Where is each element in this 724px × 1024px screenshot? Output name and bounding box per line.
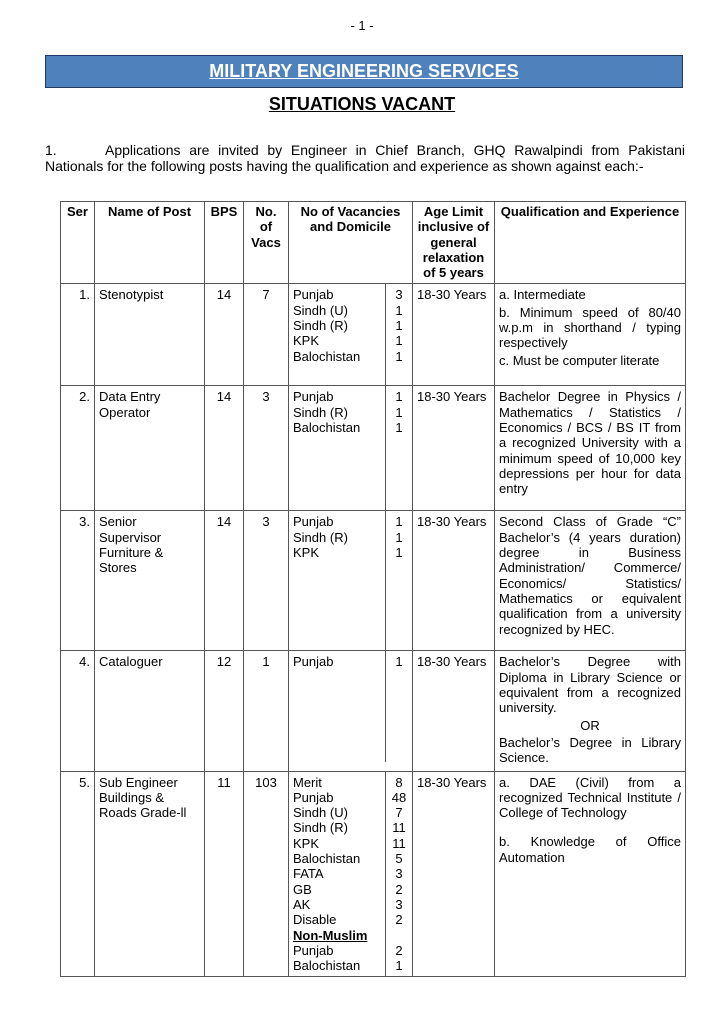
domicile-count: 3 [395,866,403,882]
non-muslim-heading: Non-Muslim [293,927,368,943]
row-age: 18-30 Years [413,651,495,771]
domicile-name: Merit [293,774,322,790]
domicile-name: Balochistan [293,420,361,436]
domicile-name: Punjab [293,942,334,958]
domicile-count: 3 [395,287,403,303]
domicile-name: Punjab [293,389,334,405]
row-bps: 14 [205,386,244,511]
domicile-name: Sindh (U) [293,302,348,318]
domicile-name: KPK [293,835,320,851]
row-vacs: 103 [244,771,289,977]
qual-or: OR [580,717,600,733]
page-subtitle: SITUATIONS VACANT [268,94,456,114]
intro-number: 1. [45,142,57,158]
domicile-count: 5 [395,851,403,867]
domicile-name: Disable [293,912,337,928]
qual-line: Bachelor’s Degree in Library Science. [499,734,681,766]
row-post-name: Data Entry Operator [95,386,205,511]
table-header-row [61,202,686,284]
qual-line: Bachelor’s Degree with Diploma in Library Science or equivalent from a recognized university. [499,654,681,716]
row-domicile [289,284,413,386]
row-qualification [495,511,686,651]
qual-line: a. DAE (Civil) from a recognized Technical Institute / College of Technology [499,774,681,821]
domicile-name: Balochistan [293,348,361,364]
domicile-name: Sindh (R) [293,529,348,545]
row-bps: 14 [205,511,244,651]
row-bps: 11 [205,771,244,977]
intro-text: Applications are invited by Engineer in Chief Branch, GHQ Rawalpindi from Pakistani Nationals for the following posts having the qualification and experience as shown against each:- [45,142,685,174]
domicile-count: 2 [395,881,403,897]
row-domicile [289,771,413,977]
domicile-count: 1 [395,404,403,420]
domicile-name: Balochistan [293,851,361,867]
row-ser: 2. [61,386,95,511]
domicile-count: 1 [395,389,403,405]
header-bps: BPS [205,202,244,284]
domicile-count: 11 [392,835,406,851]
domicile-count: 1 [395,333,403,349]
domicile-name: Sindh (R) [293,318,348,334]
header-domicile: No of Vacancies and Domicile [289,202,413,284]
header-age: Age Limit inclusive of general relaxation of 5 years [413,202,495,284]
row-age: 18-30 Years [413,511,495,651]
domicile-count: 1 [395,514,403,530]
domicile-name: Balochistan [293,958,361,974]
table-row [61,386,686,511]
domicile-count: 8 [395,774,403,790]
row-domicile [289,651,413,771]
qual-line: c. Must be computer literate [499,352,660,368]
row-age: 18-30 Years [413,284,495,386]
row-ser: 3. [61,511,95,651]
row-ser: 1. [61,284,95,386]
domicile-count: 2 [395,912,403,928]
row-vacs: 7 [244,284,289,386]
vacancies-table [60,201,686,977]
row-domicile [289,511,413,651]
domicile-name: Punjab [293,789,334,805]
qual-line: b. Minimum speed of 80/40 w.p.m in shorthand / typing respectively [499,304,681,351]
domicile-name: Sindh (U) [293,805,348,821]
domicile-name: KPK [293,545,320,561]
domicile-name: Punjab [293,287,334,303]
domicile-count: 2 [395,942,403,958]
table-row [61,511,686,651]
row-qualification [495,771,686,977]
row-domicile [289,386,413,511]
row-qualification [495,386,686,511]
header-name: Name of Post [95,202,205,284]
domicile-count: 1 [395,529,403,545]
table-row [61,284,686,386]
row-ser: 4. [61,651,95,771]
domicile-count: 48 [391,789,407,805]
qual-line: Bachelor Degree in Physics / Mathematics / Statistics / Economics / BCS / BS IT from a recognized University with a minimum speed of 10,000 key depressions per hour for data entry [499,389,681,497]
domicile-count: 7 [395,805,403,821]
domicile-count: 1 [395,420,403,436]
row-post-name: Stenotypist [95,284,205,386]
table-row [61,771,686,977]
qual-line: b. Knowledge of Office Automation [499,834,681,865]
domicile-count: 1 [395,654,403,670]
domicile-count: 1 [395,545,403,561]
qual-line: a. Intermediate [499,287,586,303]
domicile-name: FATA [293,866,324,882]
row-ser: 5. [61,771,95,977]
header-vacs: No. of Vacs [244,202,289,284]
row-vacs: 3 [244,511,289,651]
row-vacs: 1 [244,651,289,771]
row-age: 18-30 Years [413,386,495,511]
row-bps: 12 [205,651,244,771]
header-qual: Qualification and Experience [495,202,686,284]
page-number: - 1 - [350,18,374,33]
domicile-count: 1 [395,958,403,974]
row-bps: 14 [205,284,244,386]
qual-line: Second Class of Grade “C” Bachelor’s (4 years duration) degree in Business Administration/ Commerce/ Economics/ Statistics/ Mathematics or equivalent qualification from a university recognized by HEC. [499,514,681,637]
domicile-name: GB [293,881,312,897]
row-age: 18-30 Years [413,771,495,977]
row-qualification [495,651,686,771]
row-post-name: Cataloguer [95,651,205,771]
domicile-count: 11 [392,820,406,836]
header-ser: Ser [61,202,95,284]
domicile-count: 1 [395,348,403,364]
table-row [61,651,686,771]
domicile-name: KPK [293,333,320,349]
banner-title: MILITARY ENGINEERING SERVICES [45,55,683,88]
domicile-name: Punjab [293,654,334,670]
row-vacs: 3 [244,386,289,511]
row-post-name: Senior Supervisor Furniture & Stores [95,511,205,651]
row-post-name: Sub Engineer Buildings & Roads Grade-ll [95,771,205,977]
domicile-count: 1 [395,318,403,334]
domicile-name: Sindh (R) [293,820,348,836]
domicile-name: AK [293,896,311,912]
domicile-name: Punjab [293,514,334,530]
domicile-name: Sindh (R) [293,404,348,420]
domicile-count: 1 [395,302,403,318]
domicile-count: 3 [395,896,403,912]
intro-paragraph [45,142,685,174]
row-qualification [495,284,686,386]
